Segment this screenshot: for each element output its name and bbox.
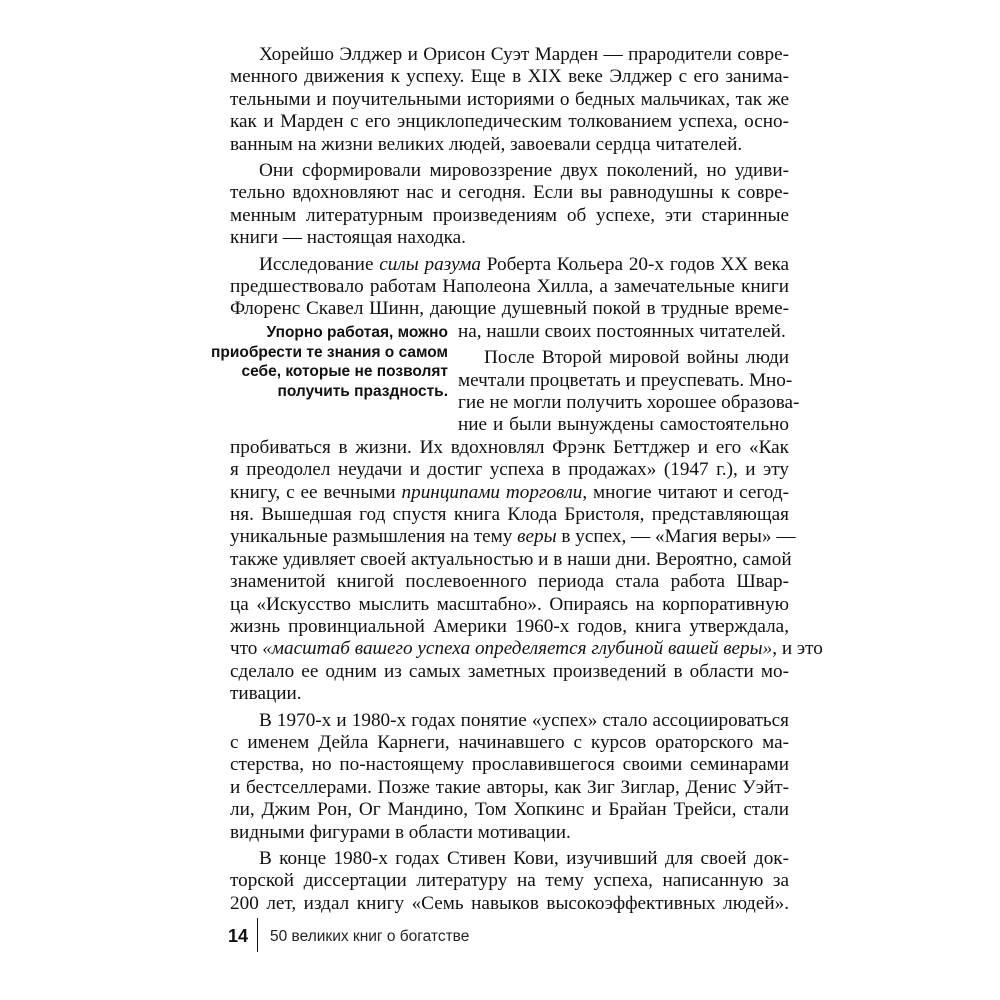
body-line: и бестселлерами. Позже такие авторы, как Зиг Зиглар, Денис Уэйт- [230, 777, 789, 798]
body-line: видными фигурами в области мотивации. [230, 822, 571, 843]
body-line [230, 638, 823, 660]
pull-quote-line: приобрести те знания о самом [211, 343, 448, 361]
emphasis: веры [517, 526, 557, 547]
body-line: мечтали процветать и преуспевать. Мно- [458, 370, 793, 391]
text-run: , и это [772, 638, 823, 659]
body-line: тельными и поучительными историями о бедных мальчиках, так же [230, 89, 789, 110]
body-line: После Второй мировой войны люди [484, 347, 789, 368]
body-line: с именем Дейла Карнеги, начинавшего с курсов ораторского ма- [230, 732, 789, 753]
body-line: жизнь провинциальной Америки 1960-х годов, книга утверждала, [230, 616, 789, 637]
body-line: В конце 1980-х годах Стивен Кови, изучивший для своей док- [259, 848, 789, 869]
text-run: уникальные размышления на тему [230, 526, 518, 547]
body-line [230, 526, 796, 548]
emphasis: «масштаб вашего успеха определяется глубиной вашей веры» [262, 638, 773, 659]
emphasis: силы разума [379, 254, 481, 275]
body-line: предшествовало работам Наполеона Хилла, а замечательные книги [230, 276, 789, 297]
body-line: гие не могли получить хорошее образова- [458, 392, 800, 413]
body-line: Флоренс Скавел Шинн, дающие душевный покой в трудные време- [230, 298, 789, 319]
body-line [230, 482, 789, 504]
body-line: менным литературным произведениям об успехе, эти старинные [230, 205, 789, 226]
body-line: также удивляет своей актуальностью и в наши дни. Вероятно, самой [230, 549, 792, 570]
footer-divider [257, 918, 258, 952]
text-run: книгу, с ее вечными [230, 482, 402, 503]
pull-quote-line: получить праздность. [277, 382, 448, 400]
body-line: 200 лет, издал книгу «Семь навыков высокоэффективных людей». [230, 893, 789, 914]
body-line: тивации. [230, 683, 302, 704]
body-line: на, нашли своих постоянных читателей. [458, 321, 786, 342]
body-line: ние и были вынуждены самостоятельно [458, 414, 789, 435]
pull-quote-line: себе, которые не позволят [241, 363, 448, 380]
text-run: в успех, — «Магия веры» — [556, 526, 796, 547]
pull-quote [200, 323, 448, 401]
body-line: менного движения к успеху. Еще в XIX веке Элджер с его занима- [230, 66, 789, 87]
body-line: тельно вдохновляют нас и сегодня. Если вы равнодушны к совре- [230, 182, 789, 203]
pull-quote-line: Упорно работая, можно [266, 324, 448, 341]
body-line: ли, Джим Рон, Ог Мандино, Том Хопкинс и Брайан Трейси, стали [230, 799, 789, 820]
body-line: как и Марден с его энциклопедическим толкованием успеха, осно- [230, 111, 789, 132]
body-line: книги — настоящая находка. [230, 227, 466, 248]
body-line: ня. Вышедшая год спустя книга Клода Бристоля, представляющая [230, 504, 789, 525]
body-line [259, 254, 789, 276]
body-line: торской диссертации литературу на тему успеха, написанную за [230, 870, 789, 891]
body-line: ца «Искусство мыслить масштабно». Опираясь на корпоративную [230, 594, 789, 615]
emphasis: принципами торговли [401, 482, 583, 503]
body-line: Они сформировали мировоззрение двух поколений, но удиви- [259, 160, 789, 181]
body-line: сделало ее одним из самых заметных произведений в области мо- [230, 661, 789, 682]
body-line: я преодолел неудачи и достиг успеха в продажах» (1947 г.), и эту [230, 459, 789, 480]
body-line: пробиваться в жизни. Их вдохновлял Фрэнк Беттджер и его «Как [230, 437, 789, 458]
body-line: В 1970-х и 1980-х годах понятие «успех» стало ассоциироваться [259, 710, 789, 731]
text-run: что [230, 638, 263, 659]
body-line: Хорейшо Элджер и Орисон Суэт Марден — прародители совре- [259, 44, 789, 65]
running-footer-title: 50 великих книг о богатстве [270, 928, 470, 945]
text-run: Исследование [259, 254, 380, 275]
body-line: стерства, но по-настоящему прославившегося своими семинарами [230, 754, 789, 775]
body-line: ванным на жизни великих людей, завоевали сердца читателей. [230, 134, 743, 155]
text-run: Роберта Кольера 20-х годов XX века [480, 254, 790, 275]
text-run: , многие читают и сегод- [582, 482, 789, 503]
page-number: 14 [228, 926, 249, 946]
body-line: знаменитой книгой послевоенного периода стала работа Швар- [230, 571, 789, 592]
